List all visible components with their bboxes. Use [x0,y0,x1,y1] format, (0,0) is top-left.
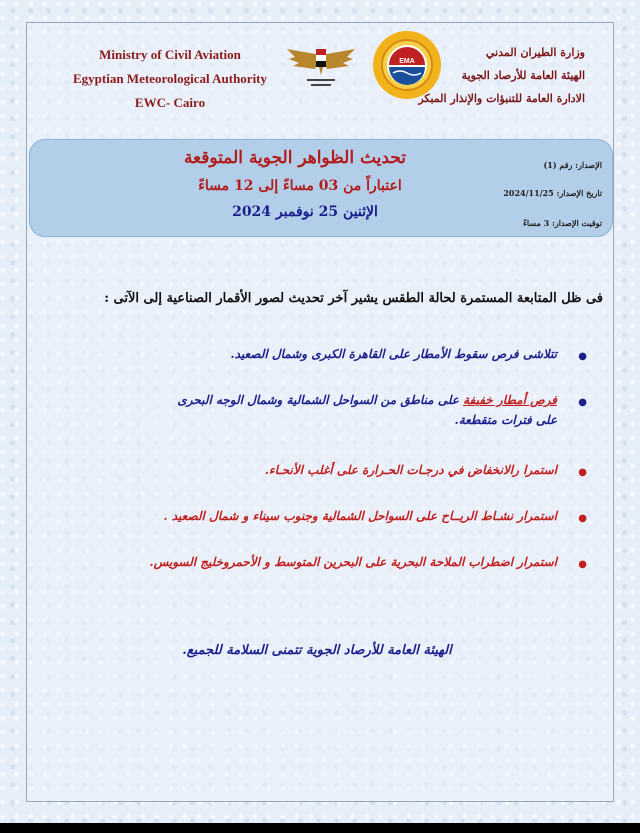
forecast-item-wind: استمرار نشـاط الريــاح على السواحل الشمالية وجنوب سيناء و شمال الصعيد . [163,509,557,523]
forecast-item-rain-cairo: تتلاشى فرص سقوط الأمطار على القاهرة الكبرى وشمال الصعيد. [230,347,557,361]
civil-aviation-logo [285,41,357,93]
bullet-icon: ● [578,351,587,362]
forecast-date: الإثنين 25 نوفمبر 2024 [232,204,378,220]
arabic-header [375,41,585,110]
bullet-icon: ● [578,559,587,570]
bottom-bar [0,823,640,833]
ministry-name-en: Ministry of Civil Aviation [99,47,241,62]
validity-period: اعتباراً من 03 مساءً إلى 12 مساءً [198,178,402,194]
authority-name-ar: الهيئة العامة للأرصاد الجوية [461,69,585,82]
forecast-item-marine: استمرار اضطراب الملاحة البحرية على البحرين المتوسط و الأحمروخليج السويس. [149,555,557,569]
center-name-en: EWC- Cairo [134,95,206,110]
english-header [55,43,285,115]
bulletin-frame [26,22,614,802]
bullet-icon: ● [578,397,587,408]
bullet-icon: ● [578,467,587,478]
logo-text: EMA [399,58,415,65]
issue-time: توقيت الإصدار: 3 مساءً [523,218,602,228]
authority-name-en: Egyptian Meteorological Authority [72,71,268,86]
intro-text: فى ظل المتابعة المستمرة لحالة الطقس يشير آخر تحديث لصور الأقمار الصناعية إلى الآتى : [104,291,603,306]
forecast-item-temperature: استمرا رالانخفاض في درجـات الحـرارة على أغلب الأنحـاء. [264,463,557,477]
issue-date: تاريخ الإصدار: 2024/11/25 [503,188,602,198]
ministry-name-ar: وزارة الطيران المدني [485,46,585,59]
closing-message: الهيئة العامة للأرصاد الجوية تتمنى السلامة للجميع. [182,643,452,658]
forecast-item-light-rain [177,393,557,407]
department-name-ar: الادارة العامة للتنبؤات والإنذار المبكر [418,92,585,105]
issue-number: الإصدار: رقم (1) [543,160,602,170]
light-rain-text-continued: على فترات متقطعة. [454,413,557,427]
bullet-icon: ● [578,513,587,524]
banner-title: تحديث الظواهر الجوية المتوقعة [183,148,407,168]
light-rain-highlight: فرص أمطار خفيفة [463,393,557,407]
forecast-banner [29,139,613,237]
light-rain-text: على مناطق من السواحل الشمالية وشمال الوجه البحرى [177,393,464,407]
